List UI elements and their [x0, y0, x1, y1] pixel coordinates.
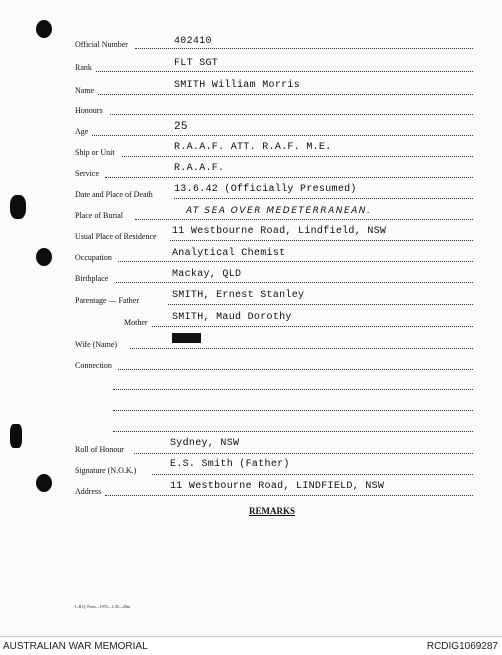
occupation-value: Analytical Chemist — [172, 248, 286, 259]
service-label: Service — [75, 169, 99, 178]
connection-line-2 — [113, 389, 473, 390]
wife-label: Wife (Name) — [75, 340, 118, 349]
parentage-father-label: Parentage — Father — [75, 296, 139, 305]
mother-line — [152, 326, 473, 327]
punch-hole-bottom — [36, 474, 52, 492]
honours-line — [110, 114, 473, 115]
signature-value: E.S. Smith (Father) — [170, 459, 290, 470]
address-label: Address — [75, 487, 102, 496]
usual-residence-value: 11 Westbourne Road, Lindfield, NSW — [172, 226, 387, 237]
connection-line-3 — [113, 410, 473, 411]
service-line — [105, 177, 473, 178]
punch-hole-upper-mid — [10, 195, 26, 219]
ship-unit-label: Ship or Unit — [75, 148, 115, 157]
age-line — [92, 135, 473, 136]
connection-line-4 — [113, 431, 473, 432]
roll-of-honour-line — [134, 453, 473, 454]
remarks-heading: REMARKS — [249, 506, 296, 516]
usual-residence-label: Usual Place of Residence — [75, 232, 157, 241]
mother-label: Mother — [124, 318, 148, 327]
honours-label: Honours — [75, 106, 103, 115]
address-value: 11 Westbourne Road, LINDFIELD, NSW — [170, 481, 385, 492]
place-burial-line — [135, 219, 473, 220]
ship-unit-line — [122, 156, 473, 157]
service-value: R.A.A.F. — [174, 163, 225, 174]
name-value: SMITH William Morris — [174, 80, 301, 91]
signature-line — [152, 474, 473, 475]
punch-hole-top — [36, 20, 52, 38]
birthplace-value: Mackay, QLD — [172, 269, 242, 280]
address-line — [105, 495, 473, 496]
punch-hole-lower — [10, 424, 22, 448]
official-number-line — [135, 48, 473, 49]
signature-label: Signature (N.O.K.) — [75, 466, 137, 475]
mother-value: SMITH, Maud Dorothy — [172, 312, 292, 323]
archive-footer — [0, 636, 502, 655]
wife-line — [130, 348, 473, 349]
printer-imprint: L.H.Q. Press—1976—1/45—20m. — [75, 604, 131, 609]
birthplace-line — [116, 282, 473, 283]
rank-label: Rank — [75, 63, 92, 72]
father-line — [168, 304, 473, 305]
rank-value: FLT SGT — [174, 58, 219, 69]
wife-value-redacted: XXXXX — [172, 333, 201, 343]
usual-residence-line — [170, 240, 473, 241]
roll-of-honour-value: Sydney, NSW — [170, 438, 240, 449]
father-value: SMITH, Ernest Stanley — [172, 290, 305, 301]
date-place-death-value: 13.6.42 (Officially Presumed) — [174, 184, 357, 195]
official-number-value: 402410 — [174, 36, 212, 47]
official-number-label: Official Number — [75, 40, 128, 49]
date-place-death-label: Date and Place of Death — [75, 190, 153, 199]
ship-unit-value: R.A.A.F. ATT. R.A.F. M.E. — [174, 142, 332, 153]
name-line — [98, 94, 473, 95]
connection-label: Connection — [75, 361, 112, 370]
name-label: Name — [75, 86, 95, 95]
place-burial-label: Place of Burial — [75, 211, 123, 220]
age-label: Age — [75, 127, 89, 136]
birthplace-label: Birthplace — [75, 274, 109, 283]
roll-of-honour-label: Roll of Honour — [75, 445, 124, 454]
occupation-line — [118, 261, 473, 262]
footer-record-id: RCDIG1069287 — [426, 641, 498, 652]
place-burial-value: AT SEA OVER MEDETERRANEAN. — [186, 206, 372, 216]
occupation-label: Occupation — [75, 253, 112, 262]
rank-line — [96, 71, 473, 72]
date-place-death-line — [174, 198, 473, 199]
connection-line-1 — [118, 369, 473, 370]
punch-hole-middle — [36, 248, 52, 266]
footer-institution: AUSTRALIAN WAR MEMORIAL — [3, 641, 148, 652]
age-value: 25 — [174, 121, 188, 133]
